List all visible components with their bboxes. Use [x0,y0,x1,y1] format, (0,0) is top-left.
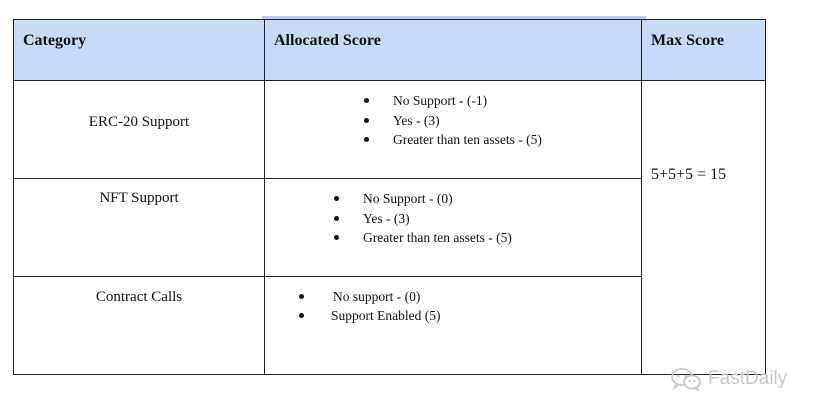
table-row [14,81,766,179]
category-cell[interactable] [14,276,265,374]
category-label: Contract Calls [95,288,183,305]
allocated-score-cell[interactable] [265,179,642,276]
wechat-icon [670,367,702,391]
list-item: Greater than ten assets - (5) [364,130,641,150]
bullet-icon [364,137,369,142]
bullet-icon [334,196,339,201]
score-table [13,19,766,375]
list-item: No Support - (0) [334,189,641,209]
bullet-list [265,277,641,326]
bullet-icon [334,216,339,221]
list-item: Yes - (3) [334,209,641,229]
list-item: Yes - (3) [364,111,641,131]
bullet-list [265,81,641,150]
header-category[interactable]: Category [14,20,265,81]
category-cell[interactable] [14,81,265,179]
list-item: No Support - (-1) [364,91,641,111]
header-row [14,20,766,81]
bullet-icon [299,313,304,318]
bullet-icon [334,235,339,240]
list-item: Support Enabled (5) [299,306,641,326]
header-allocated-score[interactable]: Allocated Score [265,20,642,81]
bullet-list [265,179,641,248]
max-score-cell[interactable]: 5+5+5 = 15 [642,81,766,375]
allocated-score-cell[interactable] [265,276,642,374]
bullet-icon [364,118,369,123]
bullet-icon [299,294,304,299]
watermark [670,364,787,394]
category-label: NFT Support [99,190,179,207]
list-item: Greater than ten assets - (5) [334,228,641,248]
watermark-text: FastDaily [708,368,788,389]
category-cell[interactable] [14,179,265,276]
list-item: No support - (0) [299,287,641,307]
header-max-score[interactable]: Max Score [642,20,766,81]
allocated-score-cell[interactable] [265,81,642,179]
bullet-icon [364,98,369,103]
category-label: ERC-20 Support [88,114,190,130]
